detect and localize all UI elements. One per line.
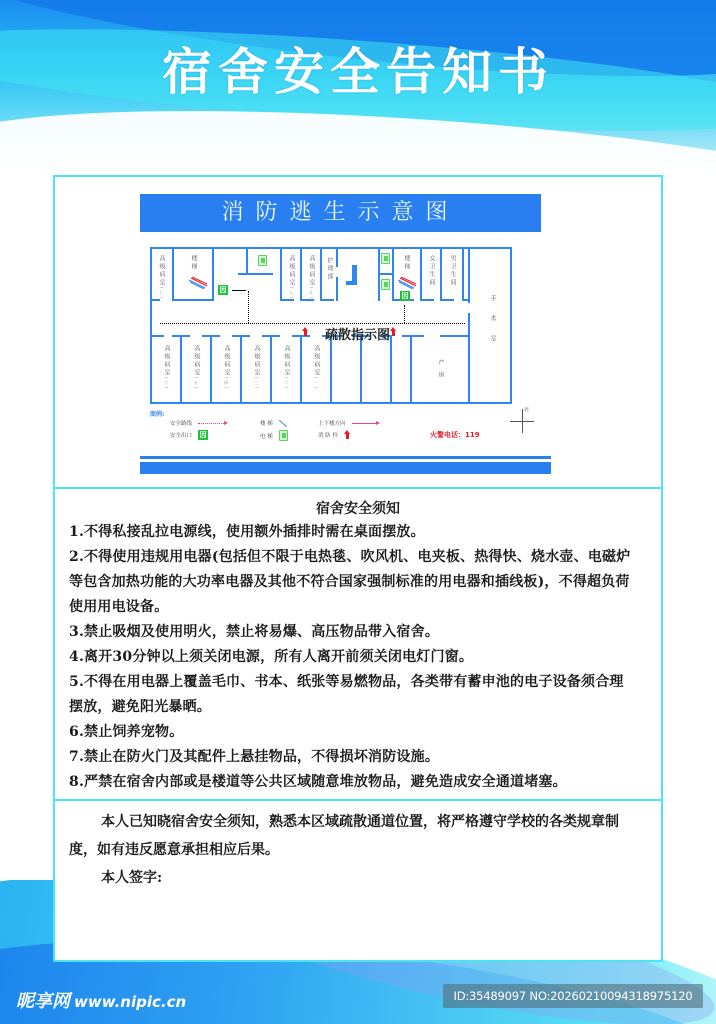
- wall: [510, 247, 512, 404]
- room-label: 高级病室(八): [288, 255, 295, 301]
- room-label: 护理部: [326, 257, 333, 281]
- rule-text: 等包含加热功能的大功率电器及其他不符合国家强制标准的用电器和插线板)，不得超负荷: [69, 574, 630, 590]
- room-label: 高级病室(二): [283, 345, 290, 391]
- rule-item: [69, 670, 647, 720]
- legend-label: 安全路线: [170, 421, 193, 427]
- nurse-station-block: [346, 281, 357, 285]
- wall: [336, 247, 338, 267]
- pledge-text: 度，如有违反愿意承担相应后果。: [69, 842, 279, 858]
- wall: [378, 273, 392, 275]
- compass-north-label: 北: [524, 407, 530, 413]
- notice-title: 宿舍安全须知: [316, 501, 400, 517]
- rule-item: [69, 645, 647, 670]
- direction-arrow-icon: [352, 423, 378, 424]
- safe-route-icon: [198, 423, 226, 424]
- wall: [150, 335, 164, 337]
- stairs-icon: [397, 277, 417, 289]
- map-legend: [150, 407, 530, 449]
- fire-phone-number: 火警电话：119: [430, 431, 480, 439]
- rule-text: 1.不得私接乱拉电源线，使用额外插排时需在桌面摆放。: [69, 524, 425, 540]
- room-label: 高级病室(九): [308, 255, 315, 301]
- pledge-section: [55, 802, 661, 898]
- wall: [468, 313, 470, 404]
- room-label: 男卫生间: [449, 255, 456, 287]
- evacuation-route: [248, 291, 249, 323]
- fire-hydrant-icon: [302, 327, 308, 336]
- legend-elevator: [260, 430, 288, 441]
- rule-item: [69, 545, 647, 620]
- wall: [172, 299, 214, 301]
- section-divider: [55, 487, 661, 489]
- stairs-icon: [188, 277, 208, 289]
- wall: [150, 247, 512, 249]
- rule-text: 5.不得在用电器上覆盖毛巾、书本、纸张等易燃物品，各类带有蓄申池的电子设备须合理: [69, 674, 624, 690]
- wall: [442, 299, 454, 301]
- room-label: 女卫生间: [428, 255, 435, 287]
- wall: [322, 299, 334, 301]
- rule-item: [69, 745, 647, 770]
- legend-label: 上下楼方向: [318, 421, 346, 427]
- evacuation-route: [160, 323, 465, 324]
- floor-plan: [150, 247, 520, 422]
- legend-safe-route: [170, 419, 226, 427]
- wall: [420, 247, 422, 301]
- evacuation-route: [404, 305, 405, 323]
- rule-text: 使用用电设备。: [69, 599, 169, 615]
- room-label: 楼梯: [190, 255, 197, 271]
- legend-label: 安全出口: [170, 433, 193, 439]
- map-stripe: [140, 456, 551, 459]
- legend-safe-exit: [170, 430, 208, 440]
- elevator-icon: [258, 255, 267, 266]
- room-label: 手术室: [489, 295, 496, 355]
- watermark-id: ID:35489097 NO:20260210094318975120: [443, 984, 703, 1008]
- safe-exit-icon: 因: [199, 431, 207, 439]
- wall: [410, 335, 412, 404]
- signature-label: 本人签字:: [101, 870, 163, 886]
- wall: [402, 335, 424, 337]
- safe-exit-icon: 因: [401, 292, 409, 300]
- wall: [212, 247, 214, 301]
- rule-item: [69, 620, 647, 645]
- wall: [440, 247, 442, 301]
- wall: [392, 247, 394, 301]
- wall: [300, 247, 302, 301]
- notice-frame: [53, 175, 663, 962]
- wall: [390, 335, 392, 404]
- wall: [240, 335, 242, 404]
- room-label: 高级病室(一): [313, 345, 320, 391]
- rule-item: [69, 720, 647, 745]
- rule-text: 6.禁止饲养宠物。: [69, 724, 184, 740]
- fire-hydrant-icon: [344, 430, 350, 439]
- wall: [238, 273, 273, 275]
- room-label: 高级病室(三): [253, 345, 260, 391]
- room-label: 高级病室(四): [223, 345, 230, 391]
- safe-exit-icon: 因: [219, 286, 227, 294]
- legend-title: 图例:: [150, 411, 165, 418]
- legend-label: 电 梯: [260, 433, 273, 440]
- watermark-url: www.nipic.cn: [74, 993, 187, 1011]
- wall: [150, 247, 152, 404]
- map-banner: 消防逃生示意图: [140, 194, 541, 232]
- wall: [172, 247, 174, 301]
- legend-hydrant: [318, 430, 350, 439]
- pledge-text: 本人已知晓宿舍安全须知，熟悉本区域疏散通道位置，将严格遵守学校的各类规章制: [101, 814, 619, 830]
- fire-hydrant-icon: [390, 327, 396, 336]
- wall: [336, 277, 338, 301]
- stairs-icon: [279, 420, 287, 427]
- wall: [360, 335, 362, 404]
- rule-text: 2.不得使用违规用电器(包括但不限于电热毯、吹风机、电夹板、热得快、烧水壶、电磁炉: [69, 549, 631, 565]
- rule-item: [69, 520, 647, 545]
- room-label: 高级病室(五): [193, 345, 200, 391]
- wall: [180, 335, 182, 404]
- map-stripe: [140, 462, 551, 474]
- elevator-icon: [381, 253, 390, 264]
- section-divider: [55, 799, 661, 801]
- wall: [330, 335, 332, 404]
- room-label: 产房: [437, 359, 444, 383]
- rule-item: [69, 770, 647, 795]
- page-title: 宿舍安全告知书: [162, 43, 554, 101]
- elevator-icon: [279, 430, 288, 441]
- legend-label: 楼 梯: [260, 421, 273, 427]
- wall: [300, 335, 302, 404]
- legend-label: 消 防 栓: [318, 432, 338, 439]
- wall: [280, 247, 282, 301]
- evacuation-route-arrow: [232, 290, 246, 291]
- rule-text: 3.禁止吸烟及使用明火，禁止将易爆、高压物品带入宿舍。: [69, 624, 440, 640]
- rule-text: 摆放，避免阳光暴晒。: [69, 699, 211, 715]
- wall: [246, 247, 248, 275]
- elevator-icon: [381, 279, 390, 290]
- watermark-logo: [16, 987, 186, 1013]
- room-label: 高级病室(七): [158, 255, 165, 301]
- wall: [270, 335, 272, 404]
- room-label: 楼梯: [403, 255, 410, 271]
- wall: [210, 335, 212, 404]
- wall: [462, 247, 464, 301]
- watermark-brand: 昵享网: [16, 991, 70, 1012]
- legend-stairs: [260, 419, 287, 427]
- wall: [440, 335, 470, 337]
- legend-floor-direction: [318, 419, 378, 427]
- wall: [422, 299, 434, 301]
- rule-text: 4.离开30分钟以上须关闭电源，所有人离开前须关闭电灯门窗。: [69, 649, 474, 665]
- wall: [468, 247, 470, 303]
- rule-text: 7.禁止在防火门及其配件上悬挂物品，不得损坏消防设施。: [69, 749, 440, 765]
- compass-icon: [510, 409, 534, 433]
- rule-text: 8.严禁在宿舍内部或是楼道等公共区域随意堆放物品，避免造成安全通道堵塞。: [69, 774, 567, 790]
- room-label: 高级病室(六): [163, 345, 170, 391]
- safety-notice: [55, 490, 661, 800]
- wall: [320, 247, 322, 301]
- evacuation-diagram-label: 疏散指示图: [325, 328, 391, 343]
